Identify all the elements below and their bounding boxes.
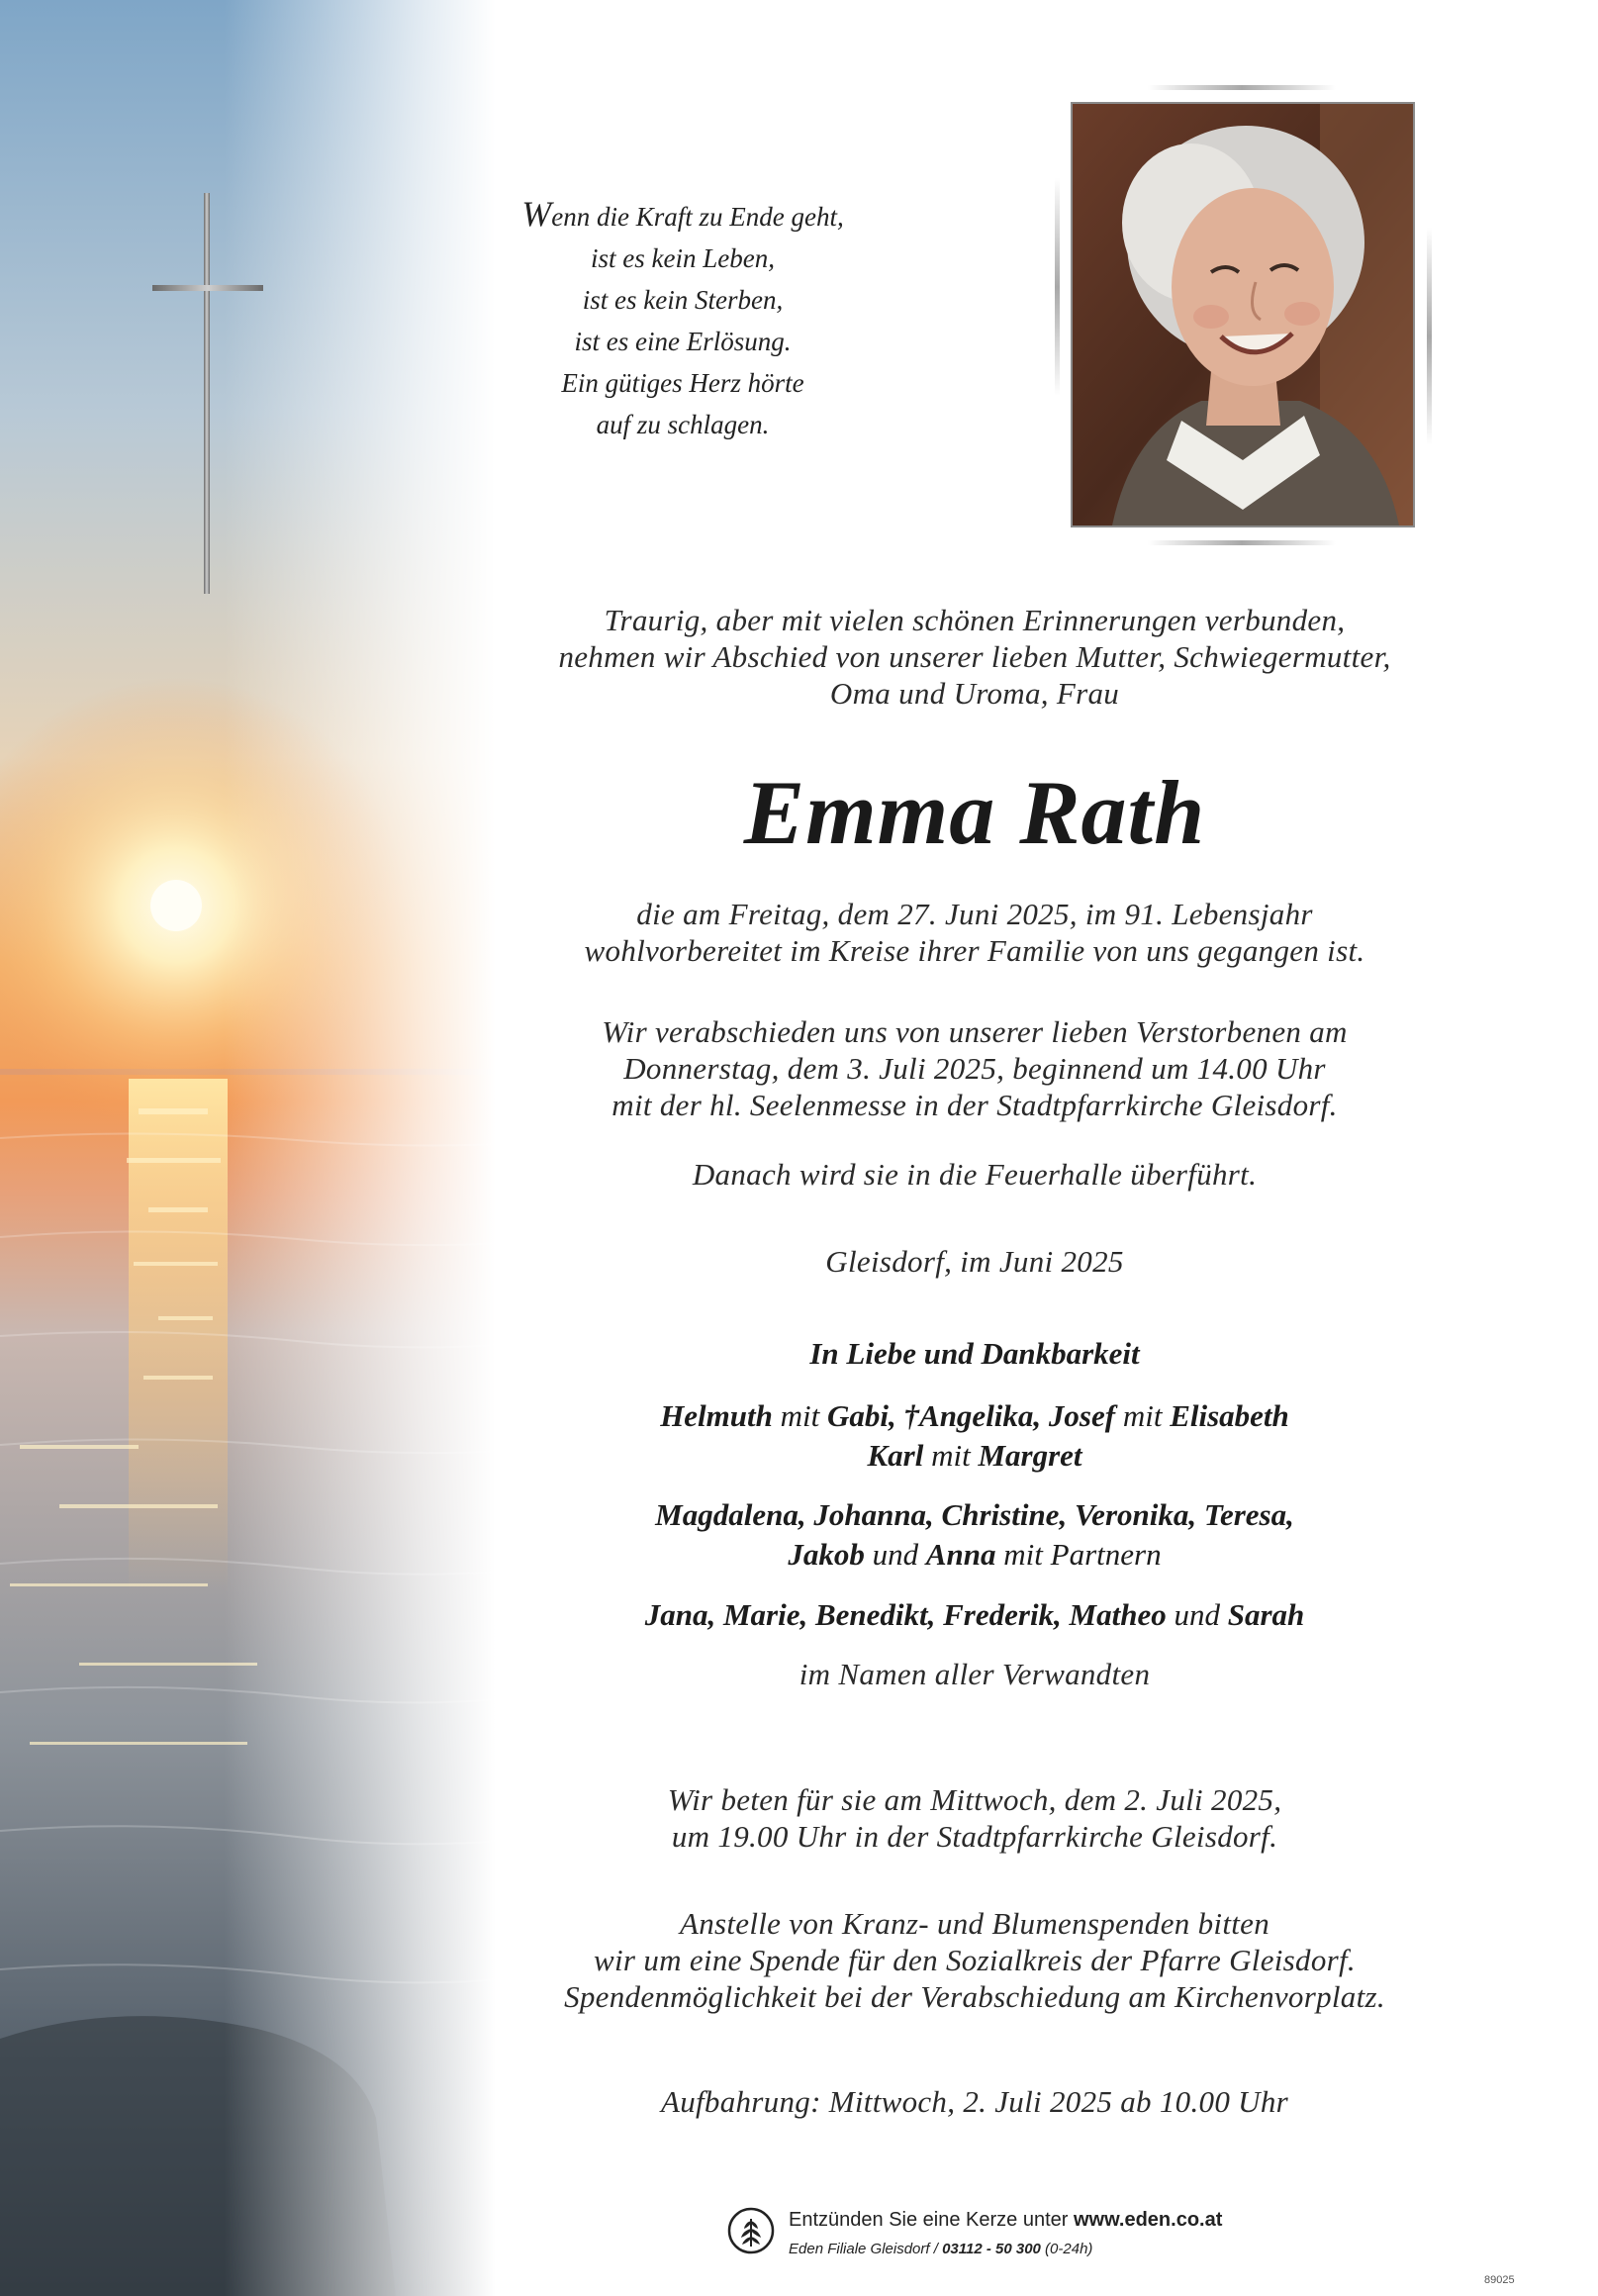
family-row: Magdalena, Johanna, Christine, Veronika, Teresa, [655, 1497, 1294, 1532]
branch-contact [789, 2241, 1092, 2257]
poem-line: ist es kein Sterben, [582, 285, 784, 315]
poem-line: ist es kein Leben, [591, 243, 775, 273]
portrait-photo [1071, 102, 1415, 527]
family-children [465, 1396, 1484, 1476]
connector: mit [1115, 1398, 1171, 1433]
connector: und [864, 1537, 926, 1572]
intro-line: nehmen wir Abschied von unserer lieben Mutter, Schwiegermutter, [558, 639, 1391, 674]
cremation-note: Danach wird sie in die Feuerhalle überführt. [692, 1157, 1258, 1192]
poem-line-rest: enn die Kraft zu Ende geht, [551, 202, 844, 232]
family-grandchildren [465, 1495, 1484, 1575]
family-member: Jana, Marie, Benedikt, Frederik, Matheo [644, 1597, 1167, 1632]
candle-text [789, 2209, 1222, 2232]
family-member: †Angelika, Josef [903, 1398, 1116, 1433]
eden-link[interactable]: www.eden.co.at [1073, 2209, 1223, 2231]
death-line: die am Freitag, dem 27. Juni 2025, im 91. Lebensjahr [636, 897, 1313, 931]
family-member: Gabi, [827, 1398, 904, 1433]
prayer-notice [465, 1781, 1484, 1855]
prayer-line: um 19.00 Uhr in der Stadtpfarrkirche Gleisdorf. [671, 1819, 1278, 1854]
family-member: Margret [978, 1438, 1082, 1473]
connector: mit Partnern [995, 1537, 1162, 1572]
family-heading: In Liebe und Dankbarkeit [809, 1336, 1140, 1371]
document-code: 89025 [1484, 2274, 1515, 2286]
farewell-notice [465, 1013, 1484, 1123]
poem-initial: W [521, 194, 552, 234]
connector: mit [772, 1398, 828, 1433]
branch-name: Eden Filiale Gleisdorf / [789, 2241, 943, 2257]
family-great-grandchildren [465, 1595, 1484, 1635]
family-row [465, 1535, 1484, 1575]
intro-text [465, 602, 1484, 712]
death-notice [465, 896, 1484, 969]
family-member: Helmuth [660, 1398, 773, 1433]
donation-line: Anstelle von Kranz- und Blumenspenden bitten [679, 1906, 1270, 1941]
relatives-note: im Namen aller Verwandten [799, 1657, 1151, 1691]
frame-decoration-right [1427, 228, 1432, 445]
family-member: Elisabeth [1170, 1398, 1289, 1433]
farewell-line: mit der hl. Seelenmesse in der Stadtpfarrkirche Gleisdorf. [611, 1088, 1338, 1122]
donation-line: Spendenmöglichkeit bei der Verabschiedung am Kirchenvorplatz. [564, 1979, 1385, 2014]
intro-line: Oma und Uroma, Frau [829, 676, 1120, 711]
laying-out-notice: Aufbahrung: Mittwoch, 2. Juli 2025 ab 10.00 Uhr [660, 2084, 1289, 2119]
donation-notice [465, 1905, 1484, 2015]
family-member: Anna [925, 1537, 996, 1572]
family-row [465, 1396, 1484, 1436]
farewell-line: Donnerstag, dem 3. Juli 2025, beginnend um 14.00 Uhr [623, 1051, 1326, 1086]
poem [515, 193, 851, 445]
family-member: Jakob [788, 1537, 865, 1572]
frame-decoration-left [1055, 178, 1060, 396]
portrait-illustration [1073, 104, 1413, 526]
cross-icon [148, 193, 267, 599]
death-line: wohlvorbereitet im Kreise ihrer Familie von uns gegangen ist. [584, 933, 1365, 968]
footer-candle [727, 2199, 1281, 2268]
candle-label: Entzünden Sie eine Kerze unter [789, 2209, 1074, 2231]
connector: und [1166, 1597, 1228, 1632]
frame-decoration-bottom [1148, 540, 1336, 545]
poem-line: ist es eine Erlösung. [574, 327, 792, 356]
connector: mit [923, 1438, 979, 1473]
poem-line [515, 193, 851, 238]
intro-line: Traurig, aber mit vielen schönen Erinnerungen verbunden, [604, 603, 1346, 637]
donation-line: wir um eine Spende für den Sozialkreis der Pfarre Gleisdorf. [594, 1943, 1356, 1977]
poem-line: Ein gütiges Herz hörte [561, 368, 804, 398]
place-date: Gleisdorf, im Juni 2025 [825, 1244, 1124, 1279]
family-member: Sarah [1227, 1597, 1305, 1632]
prayer-line: Wir beten für sie am Mittwoch, dem 2. Juli 2025, [667, 1782, 1282, 1817]
poem-line: auf zu schlagen. [596, 410, 770, 439]
branch-hours: (0-24h) [1040, 2241, 1093, 2257]
family-member: Karl [867, 1438, 924, 1473]
deceased-name: Emma Rath [743, 762, 1206, 863]
family-row [465, 1436, 1484, 1476]
eden-leaf-logo-icon [727, 2207, 775, 2254]
farewell-line: Wir verabschieden uns von unserer lieben Verstorbenen am [602, 1014, 1348, 1049]
frame-decoration-top [1148, 85, 1336, 90]
branch-phone[interactable]: 03112 - 50 300 [942, 2241, 1041, 2257]
